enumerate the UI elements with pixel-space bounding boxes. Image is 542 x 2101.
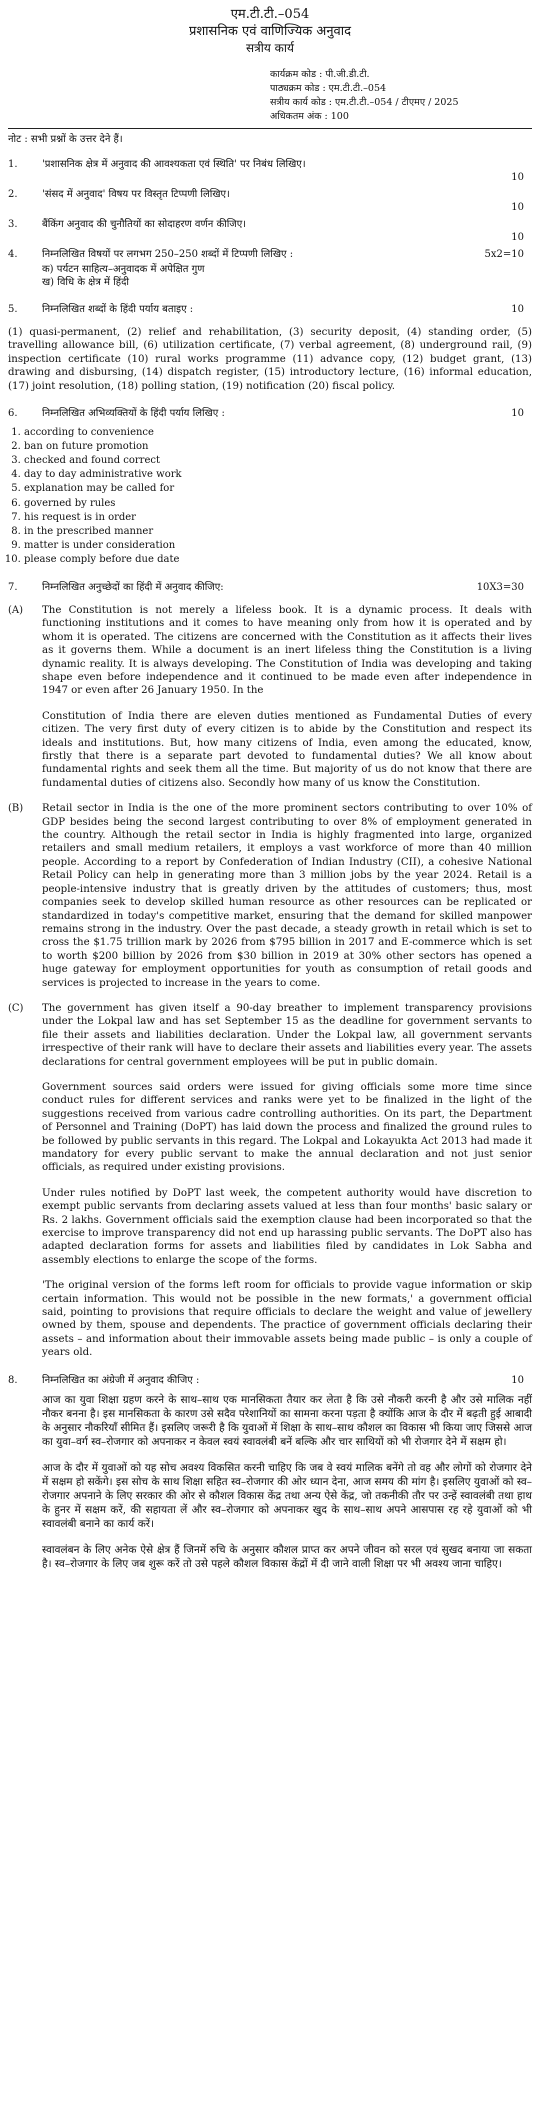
question-8 [8,1374,532,1387]
question-number: 8. [8,1374,18,1386]
question-1 [8,158,532,184]
passage-paragraph: आज का युवा शिक्षा ग्रहण करने के साथ–साथ एक मानसिकता तैयार कर लेता है कि उसे नौकरी करनी है और उसे मालिक नहीं नौकर बनना है। इस मानसिकता के कारण उसे सदैव परेशानियों का सामना करना पड़ता है क्योंकि आज के दौर में बढ़ती हुई आबादी के अनुसार नौकरियाँ सीमित हैं। इसलिए जरूरी है कि युवाओं में शिक्षा के साथ–साथ कौशल का विकास भी किया जाए जिससे आज का युवा–वर्ग स्व–रोजगार को अपनाकर न केवल स्वयं स्वावलंबी बनें बल्कि और चार साथियों को भी रोजगार देने में सक्षम हो। [42,1393,532,1448]
question-marks: 10 [511,232,524,243]
question-marks: 10 [511,172,524,183]
passage-paragraph: आज के दौर में युवाओं को यह सोच अवश्य विकसित करनी चाहिए कि जब वे स्वयं मालिक बनेंगे तो वह और लोगों को रोजगार देने में सक्षम हो सकेंगे। इस सोच के साथ शिक्षा सहित स्व–रोजगार की ओर ध्यान देना, आज समय की मांग है। इसलिए युवाओं को स्व–रोजगार अपनाने के लिए सरकार की ओर से कौशल विकास केंद्र तथा अन्य ऐसे केंद्र, जो तकनीकी तौर पर उन्हें स्वावलंबी तथा हाथ के हुनर में सक्षम करें, की सहायता लें और स्व–रोजगार को अपनाकर खुद के साथ–साथ अपने आसपास रह रहे युवाओं को भी स्वावलंबी बनाने का कार्य करें। [42,1461,532,1530]
list-item: 1. according to convenience [24,426,532,440]
list-item: 6. governed by rules [24,497,532,511]
question-marks: 10 [511,1374,524,1386]
question-2 [8,188,532,214]
document-header [8,6,532,56]
assignment-code: सत्रीय कार्य कोड : एम.टी.टी.–054 / टीएमए / 2025 [270,97,459,108]
question-text: 'प्रशासनिक क्षेत्र में अनुवाद की आवश्यकता एवं स्थिति' पर निबंध लिखिए। [42,159,306,170]
assignment-meta [270,68,532,124]
list-item: 2. ban on future promotion [24,440,532,454]
question-marks: 10X3=30 [476,581,524,593]
list-item: 7. his request is in order [24,511,532,525]
question-text: निम्नलिखित शब्दों के हिंदी पर्याय बताइए : [42,304,194,315]
question-3 [8,218,532,244]
question-number: 1. [8,159,18,170]
passage-b [8,802,532,990]
question-text: निम्नलिखित का अंग्रेजी में अनुवाद कीजिए : [42,1374,200,1386]
passage-paragraph: Retail sector in India is the one of the more prominent sectors contributing to over 10% of GDP besides being the second largest contributing to over 8% of employment generated in the country. Although the retail sector in India is highly fragmented into large, organized retailers and small medium retailers, it employs a vast workforce of more than 40 million people. According to a report by Confederation of Indian Industry (CII), a cohesive National Retail Policy can help in generating more than 3 million jobs by the year 2024. Retail is a people-intensive industry that is greatly driven by the attitudes of customers; thus, most companies seek to develop skilled human resource as other resources can be replicated or standardized in today's competitive market, ensuring that the demand for skilled manpower remains strong in the industry. Over the past decade, a steady growth in retail which is set to cross the $1.75 trillion mark by 2026 from $795 billion in 2017 and E-commerce which is set to worth $200 billion by 2026 from $30 billion in 2019 at 30% other sectors has opened a huge gateway for employment opportunities for youth as consumption of retail goods and services is projected to increase in the years to come. [42,803,532,989]
passage-label: (A) [8,604,24,616]
expression-list [8,426,532,567]
question-text: निम्नलिखित विषयों पर लगभग 250–250 शब्दों में टिप्पणी लिखिए : [42,249,294,260]
question-number: 3. [8,219,18,230]
question-number: 6. [8,408,18,420]
programme-code: कार्यक्रम कोड : पी.जी.डी.टी. [270,69,370,80]
sub-item: ख) विधि के क्षेत्र में हिंदी [42,277,130,288]
passage-a [8,604,532,790]
passage-paragraph: Constitution of India there are eleven duties mentioned as Fundamental Duties of every citizen. The very first duty of every citizen is to abide by the Constitution and respect its ideals and institutions. But, how many citizens of India, even among the educated, know, firstly that there is a separate part devoted to fundamental duties? We all know about fundamental rights and seek them all the time. But majority of us do not know that there are fundamental duties of citizens also. Secondly how many of us know the Constitution. [42,710,532,789]
question-number: 5. [8,304,18,315]
question-text: निम्नलिखित अनुच्छेदों का हिंदी में अनुवाद कीजिए: [42,581,224,593]
question-7 [8,581,532,594]
question-6 [8,407,532,420]
question-number: 2. [8,189,18,200]
question-marks: 5x2=10 [484,249,524,260]
question-text: निम्नलिखित अभिव्यक्तियों के हिंदी पर्याय लिखिए : [42,408,225,420]
passage-paragraph: 'The original version of the forms left room for officials to provide vague information or skip certain information. This would not be possible in the new formats,' a government official said, pointing to provisions that require officials to declare the weight and value of jewellery owned by them, spouse and dependents. The practice of government officials declaring their assets – and information about their immovable assets being made public – is only a couple of years old. [42,1280,532,1359]
question-marks: 10 [511,408,524,420]
question-marks: 10 [511,304,524,315]
question-text: बैंकिंग अनुवाद की चुनौतियों का सोदाहरण वर्णन कीजिए। [42,219,247,230]
list-item: 10. please comply before due date [24,553,532,567]
passage-paragraph: Under rules notified by DoPT last week, the competent authority would have discretion to exempt public servants from declaring assets valued at less than four months' basic salary or Rs. 2 lakhs. Government officials said the exemption clause had been incorporated so that the exercise to improve transparency did not end up harassing public servants. The DoPT also has adapted declaration forms for assets and liabilities filed by candidates in Lok Sabha and assembly elections to enlarge the scope of the forms. [42,1187,532,1266]
max-marks: अधिकतम अंक : 100 [270,111,349,122]
question-marks: 10 [511,202,524,213]
list-item: 3. checked and found correct [24,454,532,468]
course-code-heading: एम.टी.टी.–054 [230,7,310,22]
hindi-passage [8,1393,532,1571]
divider [8,128,532,129]
question-5 [8,303,532,316]
document-subtitle: सत्रीय कार्य [246,41,294,55]
list-item: 8. in the prescribed manner [24,525,532,539]
passage-c [8,1002,532,1360]
question-number: 4. [8,249,18,260]
passage-paragraph: The Constitution is not merely a lifeless book. It is a dynamic process. It deals with functioning institutions and it comes to have meaning only from how it is operated and by whom it is operated. The citizens are concerned with the Constitution as it affects their lives as it governs them. While a document is an inert lifeless thing the Constitution is a living dynamic reality. It is always developing. The Constitution of India was developing and taking shape even before independence and it continued to be made even after independence in 1947 or even after 26 January 1950. In the [42,604,532,697]
course-title: प्रशासनिक एवं वाणिज्यिक अनुवाद [188,24,352,39]
list-item: 9. matter is under consideration [24,539,532,553]
question-text: 'संसद में अनुवाद' विषय पर विस्तृत टिप्पणी लिखिए। [42,189,230,200]
list-item: 5. explanation may be called for [24,482,532,496]
passage-label: (C) [8,1002,24,1014]
list-item: 4. day to day administrative work [24,468,532,482]
passage-paragraph: स्वावलंबन के लिए अनेक ऐसे क्षेत्र हैं जिनमें रुचि के अनुसार कौशल प्राप्त कर अपने जीवन को सरल एवं सुखद बनाया जा सकता है। स्व–रोजगार के लिए जब शुरू करें तो उसे पहले कौशल विकास केंद्रों में दी जाने वाली शिक्षा पर भी अवश्य जाना चाहिए। [42,1543,532,1570]
passage-paragraph: The government has given itself a 90-day breather to implement transparency provisions under the Lokpal law and has set September 15 as the deadline for government servants to file their assets and liabilities declaration. Under the Lokpal law, all government servants irrespective of their rank will have to declare their assets and liabilities every year. The assets declarations for central government employees will be put in public domain. [42,1002,532,1068]
question-4 [8,248,532,289]
sub-item: क) पर्यटन साहित्य–अनुवादक में अपेक्षित गुण [42,264,205,275]
passage-label: (B) [8,803,24,815]
passage-paragraph: Government sources said orders were issued for giving officials some more time since conduct rules for different services and ranks were yet to be finalized in the light of the suggestions received from various cadre controlling authorities. On its part, the Department of Personnel and Training (DoPT) has laid down the process and finalized the ground rules to be followed by public servants in this regard. The Lokpal and Lokayukta Act 2013 had made it mandatory for every public servant to make the annual declaration and not just senior officials, as required under existing provisions. [42,1081,532,1174]
question-number: 7. [8,581,18,593]
instruction-note: नोट : सभी प्रश्नों के उत्तर देने हैं। [8,134,123,145]
term-list-paragraph: (1) quasi-permanent, (2) relief and rehabilitation, (3) security deposit, (4) standing order, (5) travelling allowance bill, (6) utilization certificate, (7) verbal agreement, (8) underground rail, (9) inspection certificate (10) rural works programme (11) advance copy, (12) budget grant, (13) drawing and disbursing, (14) dispatch register, (15) introductory lecture, (16) informal education, (17) joint resolution, (18) polling station, (19) notification (20) fiscal policy. [8,327,532,392]
course-code: पाठ्यक्रम कोड : एम.टी.टी.–054 [270,83,387,94]
